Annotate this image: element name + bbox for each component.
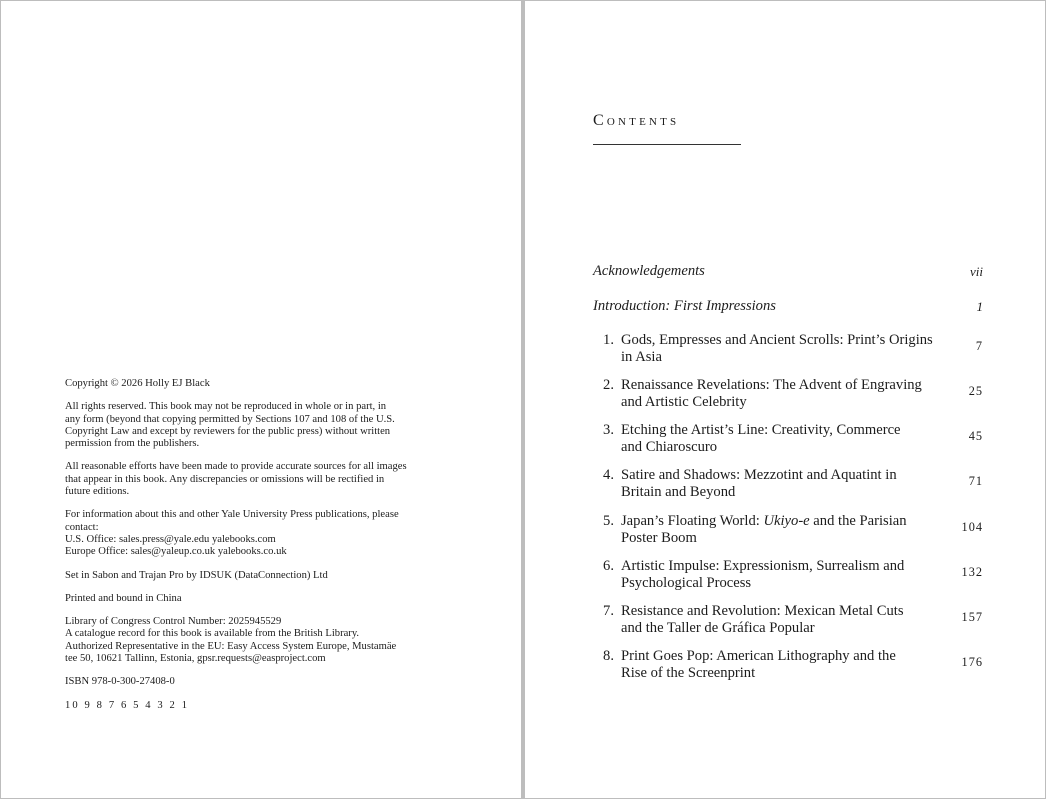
chapter-title-line: and Artistic Celebrity bbox=[621, 394, 747, 411]
chapter-title-line: Etching the Artist’s Line: Creativity, Commerce bbox=[621, 422, 901, 438]
chapter-title bbox=[621, 513, 951, 548]
contact-line: For information about this and other Yale University Press publications, please bbox=[65, 509, 399, 521]
toc-chapter-2[interactable] bbox=[593, 377, 983, 412]
rights-line: All rights reserved. This book may not be reproduced in whole or in part, in bbox=[65, 401, 387, 413]
library-line: Library of Congress Control Number: 2025945529 bbox=[65, 616, 282, 628]
contact-line: Europe Office: sales@yaleup.co.uk yalebooks.co.uk bbox=[65, 546, 287, 558]
chapter-page: 157 bbox=[961, 610, 983, 624]
chapter-title-line: and Chiaroscuro bbox=[621, 439, 718, 456]
toc-entry-introduction[interactable] bbox=[593, 298, 983, 316]
printed-line: Printed and bound in China bbox=[65, 592, 182, 604]
chapter-title-line: Rise of the Screenprint bbox=[621, 665, 756, 682]
chapter-number: 1. bbox=[603, 332, 614, 348]
chapter-title-line: Artistic Impulse: Expressionism, Surrealism and bbox=[621, 558, 905, 574]
rights-line: Copyright Law and except by reviewers for the public press) without written bbox=[65, 425, 391, 437]
toc-entry-title: Acknowledgements bbox=[593, 263, 705, 279]
imprint-block bbox=[65, 378, 447, 723]
contact-line: contact: bbox=[65, 521, 99, 533]
chapter-title bbox=[621, 648, 951, 683]
chapter-title bbox=[621, 422, 951, 457]
chapter-number: 4. bbox=[603, 467, 614, 483]
toc-entry-acknowledgements[interactable] bbox=[593, 263, 983, 281]
isbn-line: ISBN 978-0-300-27408-0 bbox=[65, 676, 175, 688]
library-line: A catalogue record for this book is available from the British Library. bbox=[65, 628, 360, 640]
typeset-line: Set in Sabon and Trajan Pro by IDSUK (DataConnection) Ltd bbox=[65, 569, 328, 581]
chapter-title-line: Satire and Shadows: Mezzotint and Aquatint in bbox=[621, 467, 897, 483]
chapter-title-line: Resistance and Revolution: Mexican Metal Cuts bbox=[621, 603, 904, 619]
heading-rule bbox=[593, 144, 741, 145]
chapter-title-line: and the Parisian bbox=[809, 513, 907, 529]
copyright-line: Copyright © 2026 Holly EJ Black bbox=[65, 378, 210, 389]
chapter-page: 45 bbox=[968, 429, 983, 443]
chapter-title-line: Japan’s Floating World: bbox=[621, 513, 764, 529]
toc-chapter-5[interactable] bbox=[593, 513, 983, 548]
sources-line: future editions. bbox=[65, 486, 130, 498]
chapter-title bbox=[621, 603, 951, 638]
chapter-number: 8. bbox=[603, 648, 614, 664]
toc-entry-page: 1 bbox=[976, 299, 983, 314]
rights-line: permission from the publishers. bbox=[65, 438, 200, 450]
contents-heading: Contents bbox=[593, 112, 680, 129]
chapter-title-line: Gods, Empresses and Ancient Scrolls: Print’s Origins bbox=[621, 332, 933, 348]
chapter-number: 5. bbox=[603, 513, 614, 529]
chapter-page: 71 bbox=[968, 474, 983, 488]
chapter-page: 25 bbox=[968, 384, 983, 398]
rights-paragraph bbox=[65, 401, 447, 450]
sources-paragraph bbox=[65, 461, 447, 498]
contact-line: U.S. Office: sales.press@yale.edu yalebooks.com bbox=[65, 533, 276, 545]
chapter-title-line: Psychological Process bbox=[621, 575, 752, 592]
chapter-title-italic: Ukiyo-e bbox=[763, 513, 810, 529]
chapter-page: 176 bbox=[961, 655, 983, 669]
toc-chapter-6[interactable] bbox=[593, 558, 983, 593]
chapter-title-line: Renaissance Revelations: The Advent of Engraving bbox=[621, 377, 922, 393]
chapter-title bbox=[621, 467, 951, 502]
chapter-title bbox=[621, 558, 951, 593]
toc-chapter-7[interactable] bbox=[593, 603, 983, 638]
chapter-title bbox=[621, 332, 951, 367]
chapter-page: 104 bbox=[961, 520, 983, 534]
toc-chapter-8[interactable] bbox=[593, 648, 983, 683]
chapter-title-line: in Asia bbox=[621, 349, 662, 366]
library-line: Authorized Representative in the EU: Easy Access System Europe, Mustamäe bbox=[65, 640, 397, 652]
sources-line: that appear in this book. Any discrepancies or omissions will be rectified in bbox=[65, 473, 385, 485]
printing-numbers: 10 9 8 7 6 5 4 3 2 1 bbox=[65, 699, 190, 711]
toc-chapter-3[interactable] bbox=[593, 422, 983, 457]
contents-page bbox=[525, 1, 1045, 798]
chapter-title-line: Poster Boom bbox=[621, 530, 697, 547]
sources-line: All reasonable efforts have been made to provide accurate sources for all images bbox=[65, 461, 407, 473]
chapter-number: 6. bbox=[603, 558, 614, 574]
toc-entry-title: Introduction: First Impressions bbox=[593, 298, 776, 314]
rights-line: any form (beyond that copying permitted by Sections 107 and 108 of the U.S. bbox=[65, 413, 395, 425]
chapter-title-line: Print Goes Pop: American Lithography and the bbox=[621, 648, 896, 664]
chapter-page: 7 bbox=[975, 339, 983, 353]
toc-chapter-4[interactable] bbox=[593, 467, 983, 502]
chapter-number: 7. bbox=[603, 603, 614, 619]
library-paragraph bbox=[65, 616, 447, 665]
library-line: tee 50, 10621 Tallinn, Estonia, gpsr.requests@easproject.com bbox=[65, 653, 326, 665]
toc-entry-page: vii bbox=[970, 264, 983, 279]
chapter-title bbox=[621, 377, 951, 412]
chapter-title-line: Britain and Beyond bbox=[621, 484, 736, 501]
chapter-title-line: and the Taller de Gráfica Popular bbox=[621, 620, 815, 637]
chapter-number: 2. bbox=[603, 377, 614, 393]
chapter-number: 3. bbox=[603, 422, 614, 438]
toc-chapter-1[interactable] bbox=[593, 332, 983, 367]
contact-paragraph bbox=[65, 509, 447, 558]
chapter-page: 132 bbox=[961, 565, 983, 579]
copyright-page bbox=[1, 1, 521, 798]
